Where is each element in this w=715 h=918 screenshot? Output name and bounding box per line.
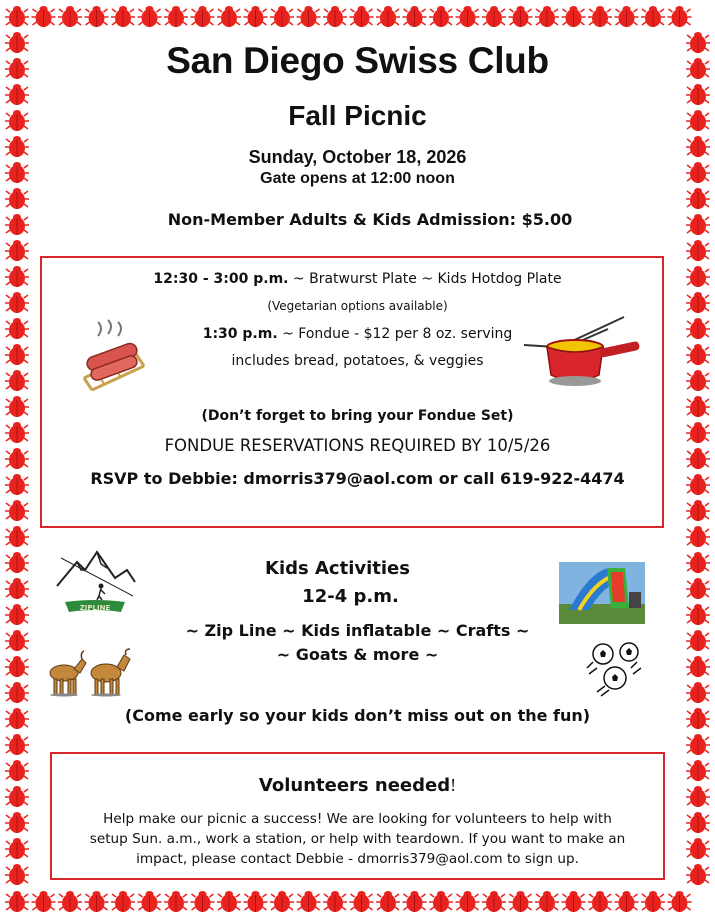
event-date: Sunday, October 18, 2026: [248, 147, 467, 167]
vegetarian-note: (Vegetarian options available): [267, 299, 448, 313]
ladybug-icon: [686, 500, 710, 521]
volunteers-heading: [0, 775, 715, 796]
ladybug-icon: [111, 6, 135, 27]
ladybug-icon: [5, 682, 29, 703]
ladybug-icon: [244, 891, 268, 912]
soccer-balls-icon: [583, 638, 645, 700]
volunteers-text-line-2: setup Sun. a.m., work a station, or help with teardown. If you want to make an: [89, 831, 626, 847]
fondue-reminder: (Don’t forget to bring your Fondue Set): [201, 408, 514, 424]
ladybug-icon: [482, 6, 506, 27]
ladybug-icon: [32, 891, 56, 912]
ladybug-icon: [217, 6, 241, 27]
ladybug-icon: [5, 240, 29, 261]
ladybug-icon: [535, 891, 559, 912]
ladybug-icon: [111, 891, 135, 912]
zipline-mountain-icon: [55, 548, 137, 624]
ladybug-icon: [588, 891, 612, 912]
ladybug-icon: [509, 6, 533, 27]
ladybug-icon: [5, 370, 29, 391]
ladybug-icon: [58, 891, 82, 912]
ladybug-icon: [482, 891, 506, 912]
ladybug-icon: [191, 891, 215, 912]
kids-activities-1: ~ Zip Line ~ Kids inflatable ~ Crafts ~: [185, 621, 530, 640]
volunteers-heading-text: Volunteers needed: [258, 775, 451, 796]
ladybug-icon: [562, 891, 586, 912]
ladybug-icon: [641, 891, 665, 912]
page-title: San Diego Swiss Club: [166, 40, 549, 81]
ladybug-icon: [588, 6, 612, 27]
gate-time: Gate opens at 12:00 noon: [260, 170, 455, 187]
ladybug-icon: [5, 734, 29, 755]
fondue-reservation: FONDUE RESERVATIONS REQUIRED BY 10/5/26: [164, 436, 551, 455]
ladybug-icon: [297, 6, 321, 27]
food-line-1: [0, 271, 715, 287]
kids-time: 12-4 p.m.: [302, 586, 399, 607]
kids-heading: Kids Activities: [265, 558, 410, 579]
ladybug-icon: [376, 6, 400, 27]
ladybug-icon: [32, 6, 56, 27]
volunteers-text-line-1: Help make our picnic a success! We are looking for volunteers to help with: [103, 811, 612, 827]
ladybug-icon: [138, 891, 162, 912]
ladybug-icon: [686, 188, 710, 209]
ladybug-icon: [403, 891, 427, 912]
ladybug-icon: [350, 891, 374, 912]
ladybug-icon: [403, 6, 427, 27]
ladybug-icon: [376, 891, 400, 912]
ladybug-icon: [686, 864, 710, 885]
ladybug-icon: [5, 891, 29, 912]
ladybug-icon: [297, 891, 321, 912]
ladybug-icon: [217, 891, 241, 912]
ladybug-icon: [429, 6, 453, 27]
ladybug-icon: [58, 6, 82, 27]
volunteers-text-line-3: impact, please contact Debbie - dmorris379@aol.com to sign up.: [136, 851, 579, 867]
ladybug-icon: [323, 891, 347, 912]
ladybug-icon: [85, 6, 109, 27]
ladybug-icon: [456, 891, 480, 912]
ladybug-icon: [668, 6, 692, 27]
admission-price: Non-Member Adults & Kids Admission: $5.00: [167, 210, 573, 229]
ladybug-icon: [350, 6, 374, 27]
event-subtitle: Fall Picnic: [288, 100, 427, 131]
ladybug-icon: [5, 6, 29, 27]
ladybug-icon: [686, 734, 710, 755]
ladybug-icon: [456, 6, 480, 27]
food-line-1-text: ~ Bratwurst Plate ~ Kids Hotdog Plate: [288, 271, 562, 287]
food-line-2-text: ~ Fondue - $12 per 8 oz. serving: [277, 326, 513, 342]
fondue-pot-icon: [520, 315, 645, 390]
inflatable-slide-icon: [559, 562, 645, 624]
ladybug-icon: [509, 891, 533, 912]
ladybug-icon: [270, 891, 294, 912]
ladybug-icon: [641, 6, 665, 27]
rsvp-line: RSVP to Debbie: dmorris379@aol.com or call 619-922-4474: [90, 469, 625, 488]
ladybug-icon: [244, 6, 268, 27]
ladybug-icon: [535, 6, 559, 27]
food-line-3: includes bread, potatoes, & veggies: [231, 353, 484, 369]
ladybug-icon: [270, 6, 294, 27]
ladybug-icon: [615, 891, 639, 912]
ladybug-icon: [164, 6, 188, 27]
ladybug-icon: [164, 891, 188, 912]
kids-activities-2: ~ Goats & more ~: [276, 645, 439, 664]
ladybug-icon: [191, 6, 215, 27]
ladybug-icon: [5, 188, 29, 209]
ladybug-icon: [562, 6, 586, 27]
ladybug-icon: [668, 891, 692, 912]
ladybug-icon: [323, 6, 347, 27]
ladybug-icon: [429, 891, 453, 912]
food-line-1-time: 12:30 - 3:00 p.m.: [153, 271, 289, 287]
ladybug-icon: [686, 682, 710, 703]
volunteers-heading-exclaim: !: [450, 775, 457, 795]
ladybug-icon: [138, 6, 162, 27]
kids-note: (Come early so your kids don’t miss out on the fun): [124, 706, 591, 725]
ladybug-icon: [686, 240, 710, 261]
zipline-sign-text: ZIPLINE: [79, 604, 111, 612]
ladybug-icon: [686, 526, 710, 547]
ladybug-icon: [85, 891, 109, 912]
goats-icon: [44, 649, 134, 699]
ladybug-icon: [615, 6, 639, 27]
grill-sausage-icon: [78, 318, 156, 396]
ladybug-icon: [5, 864, 29, 885]
ladybug-icon: [5, 526, 29, 547]
ladybug-icon: [686, 370, 710, 391]
ladybug-icon: [5, 500, 29, 521]
food-line-2-time: 1:30 p.m.: [202, 326, 278, 342]
